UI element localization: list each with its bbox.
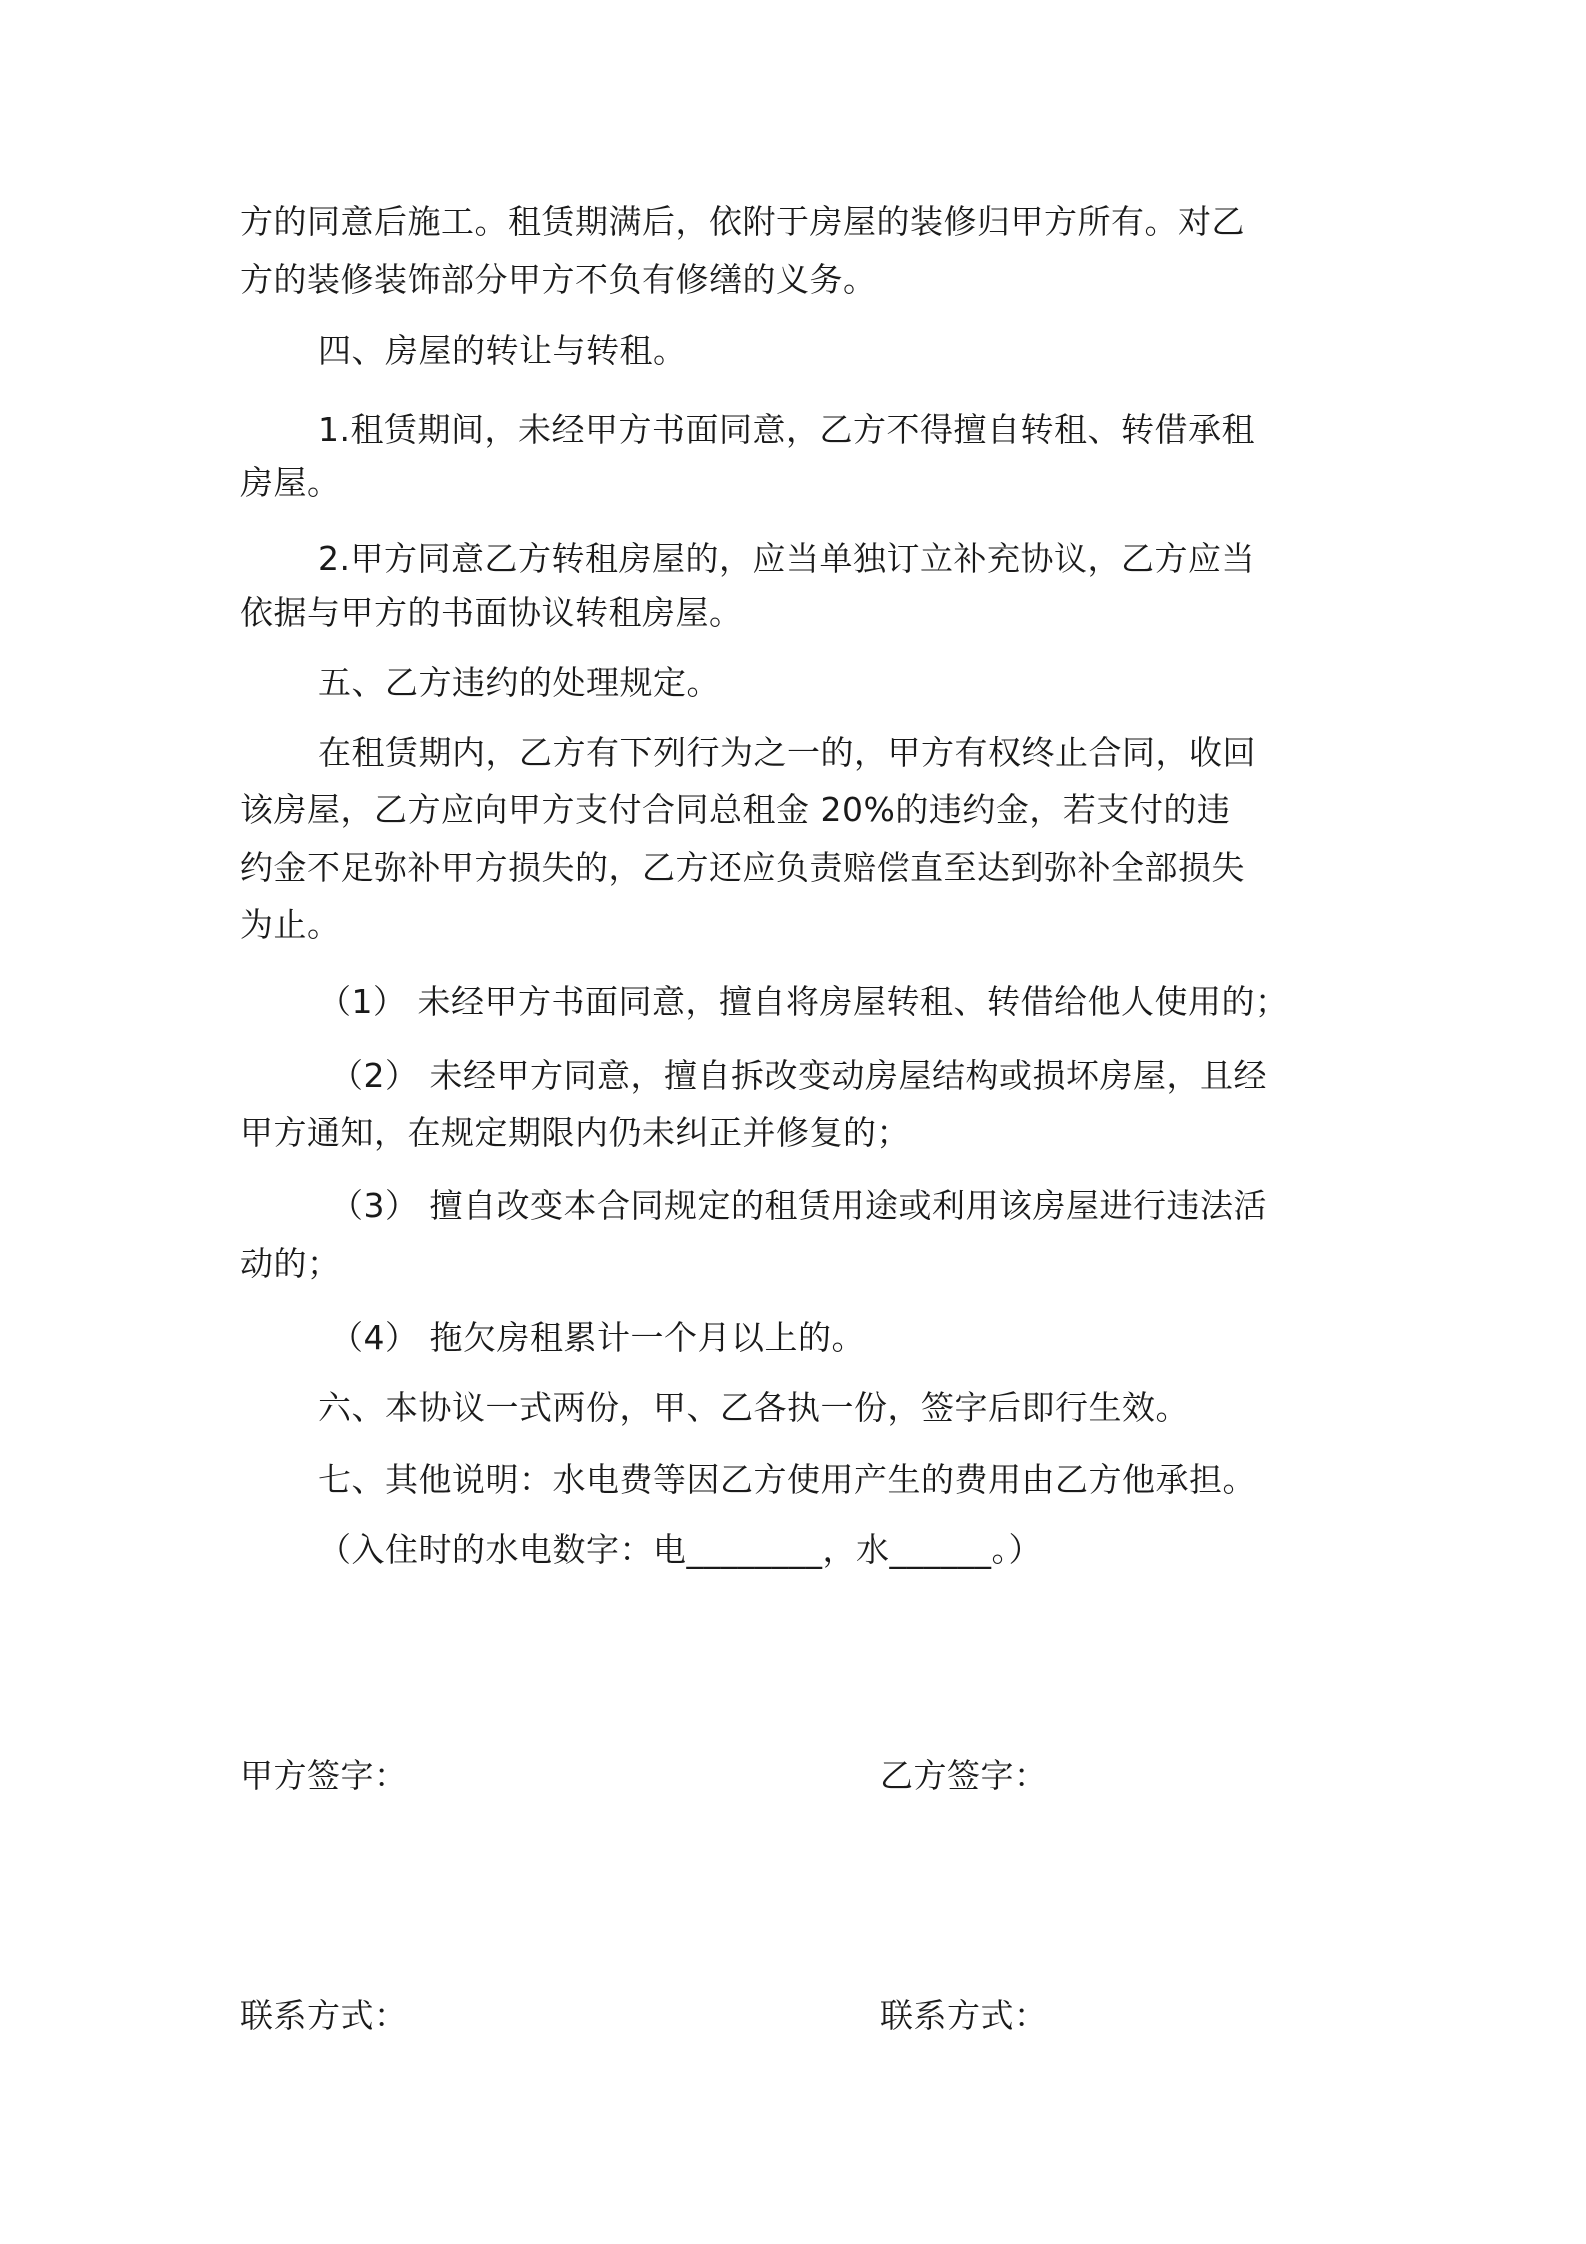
paragraph-line: 方的装修装饰部分甲方不负有修缮的义务。 [240,260,877,299]
paragraph-line: 动的； [240,1244,341,1283]
clause-line: 七、其他说明：水电费等因乙方使用产生的费用由乙方他承担。 [318,1460,1256,1499]
party-b-contact-label: 联系方式： [880,1996,1048,2035]
paragraph-line: 方的同意后施工。租赁期满后，依附于房屋的装修归甲方所有。对乙 [240,202,1245,241]
meter-reading-line: （入住时的水电数字：电________，水______。） [318,1530,1042,1569]
list-item: （4） 拖欠房租累计一个月以上的。 [330,1318,865,1357]
party-a-signature-label: 甲方签字： [240,1756,408,1795]
list-item: （1） 未经甲方书面同意，擅自将房屋转租、转借给他人使用的； [318,982,1289,1021]
paragraph-line: 为止。 [240,905,341,944]
clause-line: 六、本协议一式两份，甲、乙各执一份，签字后即行生效。 [318,1388,1189,1427]
paragraph-line: 房屋。 [240,463,341,502]
paragraph-line: 1.租赁期间，未经甲方书面同意，乙方不得擅自转租、转借承租 [318,410,1255,449]
section-heading: 五、乙方违约的处理规定。 [318,663,720,702]
paragraph-line: 2.甲方同意乙方转租房屋的，应当单独订立补充协议，乙方应当 [318,539,1255,578]
paragraph-line: 甲方通知，在规定期限内仍未纠正并修复的； [240,1113,910,1152]
list-item: （3） 擅自改变本合同规定的租赁用途或利用该房屋进行违法活 [330,1186,1267,1225]
paragraph-line: 该房屋，乙方应向甲方支付合同总租金 20%的违约金，若支付的违 [240,790,1231,829]
section-heading: 四、房屋的转让与转租。 [318,331,687,370]
party-a-contact-label: 联系方式： [240,1996,408,2035]
list-item: （2） 未经甲方同意，擅自拆改变动房屋结构或损坏房屋，且经 [330,1056,1267,1095]
paragraph-line: 约金不足弥补甲方损失的，乙方还应负责赔偿直至达到弥补全部损失 [240,848,1245,887]
paragraph-line: 依据与甲方的书面协议转租房屋。 [240,593,743,632]
paragraph-line: 在租赁期内，乙方有下列行为之一的，甲方有权终止合同，收回 [318,733,1256,772]
party-b-signature-label: 乙方签字： [880,1756,1048,1795]
